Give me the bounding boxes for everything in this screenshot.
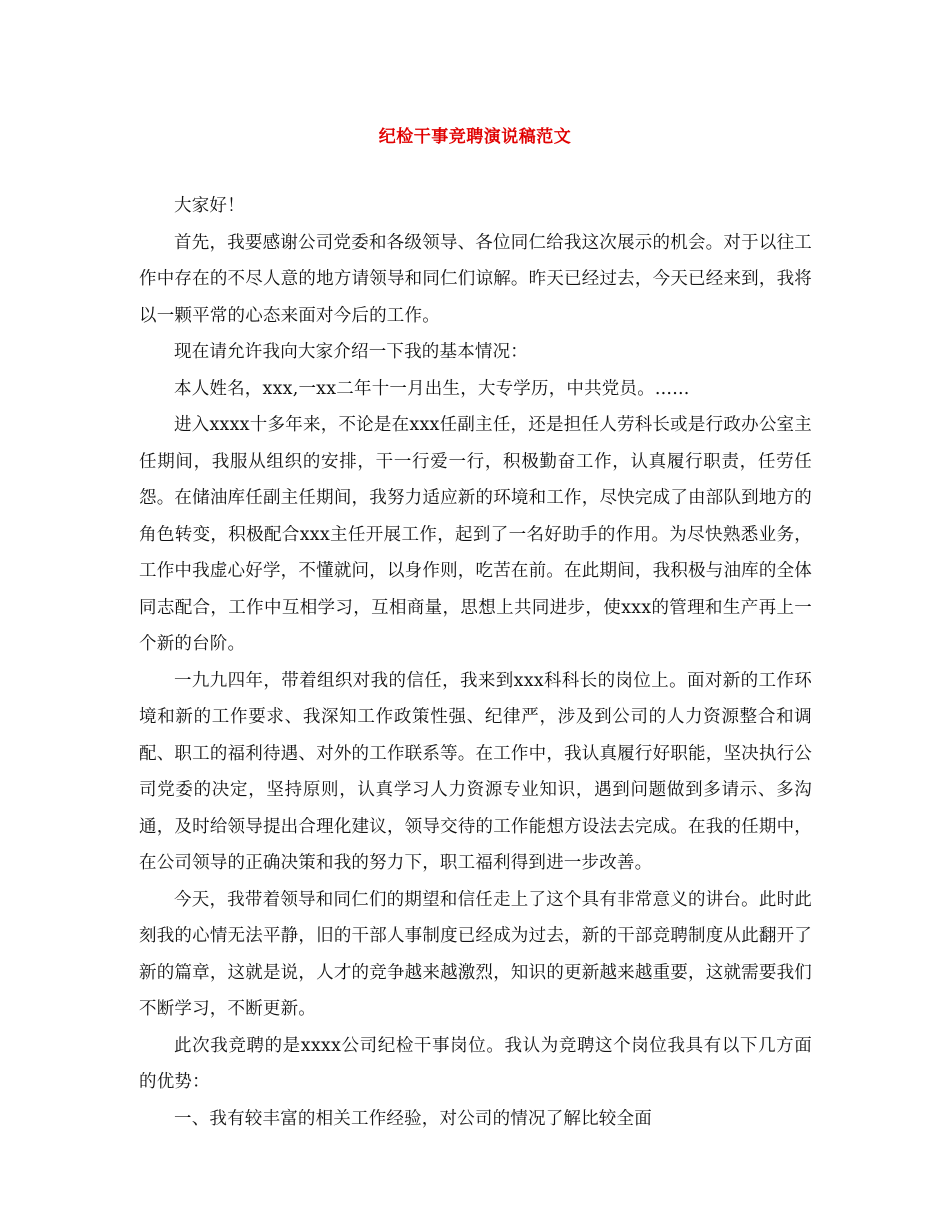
document-title: 纪检干事竞聘演说稿范文 [378, 127, 572, 147]
paragraph-basic-info: 本人姓名，xxx,一xx二年十一月出生，大专学历，中共党员。...... [174, 378, 690, 399]
paragraph-experience: 进入xxxx十多年来，不论是在xxx任副主任，还是担任人劳科长或是行政办公室主任期间，我服从组织的安排，干一行爱一行，积极勤奋工作，认真履行职责，任劳任怨。在储油库任副主任期间，我努力适应新的环境和工作，尽快完成了由部队到地方的角色转变，积极配合xxx主任开展工作，起到了一名好助手的作用。为尽快熟悉业务，工作中我虚心好学，不懂就问，以身作则，吃苦在前。在此期间，我积极与油库的全体同志配合，工作中互相学习，互相商量，思想上共同进步，使xxx的管理和生产再上一个新的台阶。 [139, 415, 812, 654]
paragraph-greeting: 大家好！ [174, 196, 245, 216]
paragraph-thanks: 首先，我要感谢公司党委和各级领导、各位同仁给我这次展示的机会。对于以往工作中存在的不尽人意的地方请领导和同仁们谅解。昨天已经过去，今天已经来到，我将以一颗平常的心态来面对今后的工作。 [139, 232, 812, 326]
paragraph-intro: 现在请允许我向大家介绍一下我的基本情况： [174, 342, 528, 362]
paragraph-advantage-1: 一、我有较丰富的相关工作经验，对公司的情况了解比较全面 [174, 1108, 652, 1129]
paragraph-position: 此次我竞聘的是xxxx公司纪检干事岗位。我认为竞聘这个岗位我具有以下几方面的优势： [139, 1035, 812, 1092]
document-body [139, 188, 812, 1137]
paragraph-1994: 一九九四年，带着组织对我的信任，我来到xxx科科长的岗位上。面对新的工作环境和新的工作要求、我深知工作政策性强、纪律严，涉及到公司的人力资源整合和调配、职工的福利待遇、对外的工作联系等。在工作中，我认真履行好职能，坚决执行公司党委的决定，坚持原则，认真学习人力资源专业知识，遇到问题做到多请示、多沟通，及时给领导提出合理化建议，领导交待的工作能想方设法去完成。在我的任期中，在公司领导的正确决策和我的努力下，职工福利得到进一步改善。 [139, 670, 812, 873]
paragraph-today: 今天，我带着领导和同仁们的期望和信任走上了这个具有非常意义的讲台。此时此刻我的心情无法平静，旧的干部人事制度已经成为过去，新的干部竞聘制度从此翻开了新的篇章，这就是说，人才的竞争越来越激烈，知识的更新越来越重要，这就需要我们不断学习，不断更新。 [139, 889, 812, 1019]
